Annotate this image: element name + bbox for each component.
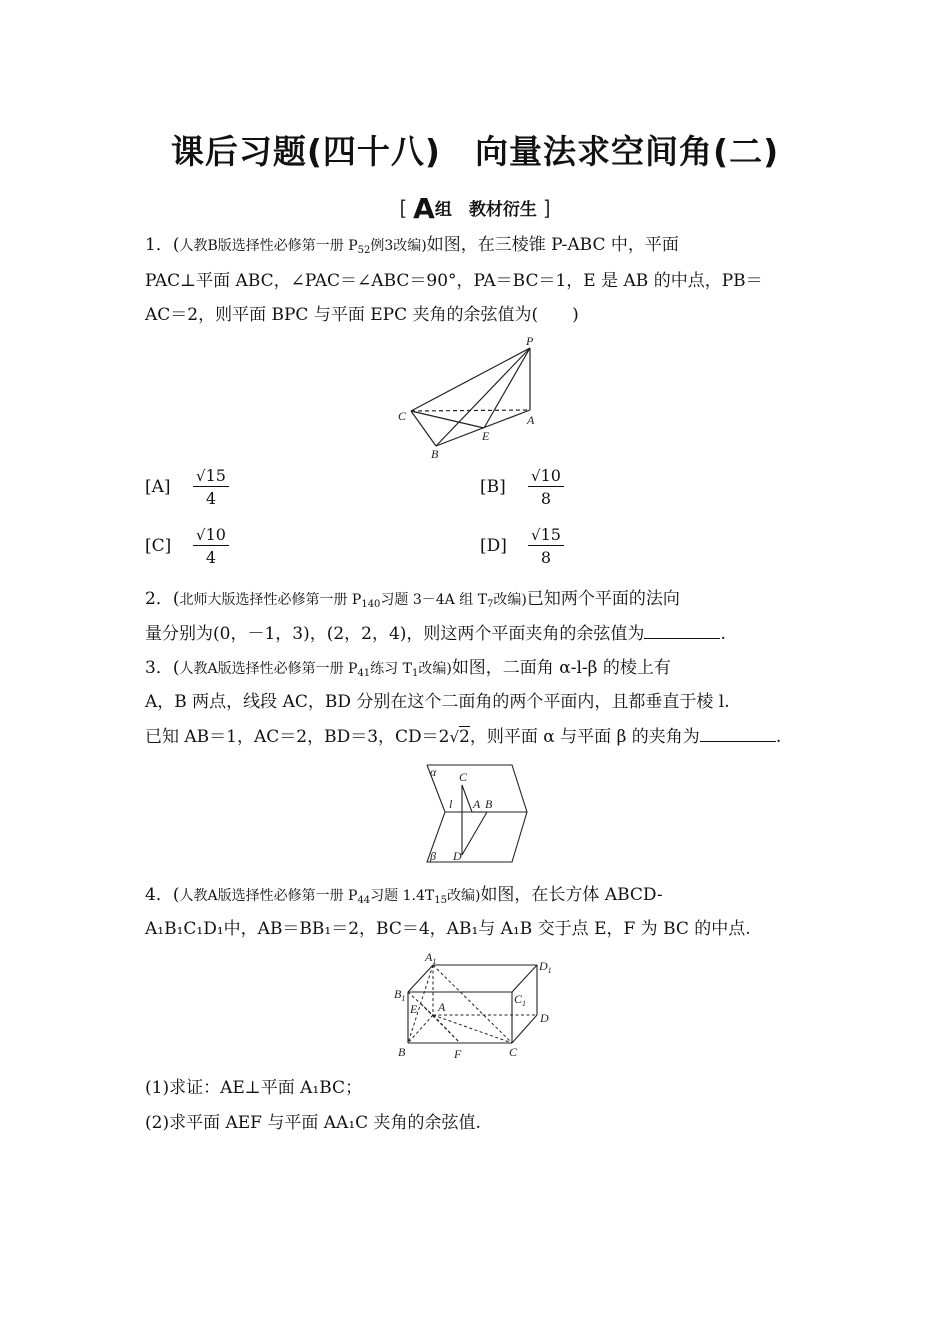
q3-line3: 已知 AB＝1，AC＝2，BD＝3，CD＝2√2，则平面 α 与平面 β 的夹角为 . (145, 727, 782, 747)
q4-label-b: B (398, 1045, 406, 1059)
q3-label-l: l (449, 797, 453, 811)
q1-option-b[interactable]: [B] $\frac{√10}{8}$ (480, 466, 564, 508)
q2-answer-blank[interactable] (644, 624, 720, 639)
q1-label-e: E (482, 429, 490, 443)
q4-label-d1: $D_1$ (539, 959, 552, 975)
group-label: 组 教材衍生 (434, 200, 537, 220)
q4-label-a: A (438, 1000, 446, 1014)
q1-line3: AC＝2，则平面 BPC 与平面 EPC 夹角的余弦值为( ) (145, 305, 579, 325)
q4-part2: (2)求平面 AEF 与平面 AA₁C 夹角的余弦值. (145, 1113, 481, 1133)
q3-line2: A，B 两点，线段 AC，BD 分别在这个二面角的两个平面内，且都垂直于棱 l. (145, 692, 730, 712)
q3-label-alpha: α (430, 765, 437, 779)
q3-label-c: C (459, 770, 468, 784)
q4-figure (390, 950, 560, 1065)
q4-line2: A₁B₁C₁D₁中，AB＝BB₁＝2，BC＝4，AB₁与 A₁B 交于点 E，F 为 BC 的中点. (145, 919, 751, 939)
q1-label-p: P (526, 334, 534, 348)
q4-label-e: E (410, 1002, 418, 1016)
q1-line2: PAC⊥平面 ABC，∠PAC＝∠ABC＝90°，PA＝BC＝1，E 是 AB 的中点，PB＝ (145, 271, 763, 291)
q1-label-a: A (527, 413, 535, 427)
q1-figure (385, 333, 555, 463)
q4-label-a1: $A_1$ (425, 950, 437, 966)
q3-answer-blank[interactable] (700, 727, 776, 742)
q1-label-b: B (431, 447, 439, 461)
q3-line1: 3．(人教A版选择性必修第一册 $P_{41}$练习 $T_1$改编)如图，二面角 α-l-β 的棱上有 (145, 658, 671, 679)
q4-label-c: C (509, 1045, 518, 1059)
q3-label-beta: β (430, 849, 436, 863)
q4-part1: (1)求证：AE⊥平面 A₁BC； (145, 1078, 363, 1098)
page-title: 课后习题(四十八) 向量法求空间角(二) (170, 132, 780, 171)
q1-option-c[interactable]: [C] $\frac{√10}{4}$ (145, 525, 229, 567)
group-letter: A (413, 192, 435, 225)
q4-label-b1: $B_1$ (394, 987, 406, 1003)
q2-line2: 量分别为(0，－1，3)，(2，2，4)，则这两个平面夹角的余弦值为 . (145, 624, 726, 644)
q3-label-d: D (453, 849, 462, 863)
q4-label-f: F (454, 1047, 462, 1061)
q2-line1: 2．(北师大版选择性必修第一册 $P_{140}$习题 3－4A 组 $T_7$改编)已知两个平面的法向 (145, 589, 680, 610)
q1-option-a[interactable]: [A] $\frac{√15}{4}$ (145, 466, 229, 508)
q3-label-a: A (473, 797, 481, 811)
q1-line1: 1．(人教B版选择性必修第一册 $P_{52}$例3改编)如图，在三棱锥 P-ABC 中，平面 (145, 235, 679, 256)
q4-label-c1: $C_1$ (514, 992, 527, 1008)
q4-line1: 4．(人教A版选择性必修第一册 $P_{44}$习题 $1.4T_{15}$改编)如图，在长方体 ABCD- (145, 885, 663, 906)
q3-label-b: B (485, 797, 493, 811)
group-header: [ A组 教材衍生 ] (399, 192, 551, 225)
q1-option-d[interactable]: [D] $\frac{√15}{8}$ (480, 525, 564, 567)
q3-figure (420, 760, 540, 868)
q1-label-c: C (398, 409, 407, 423)
q4-label-d: D (540, 1011, 549, 1025)
